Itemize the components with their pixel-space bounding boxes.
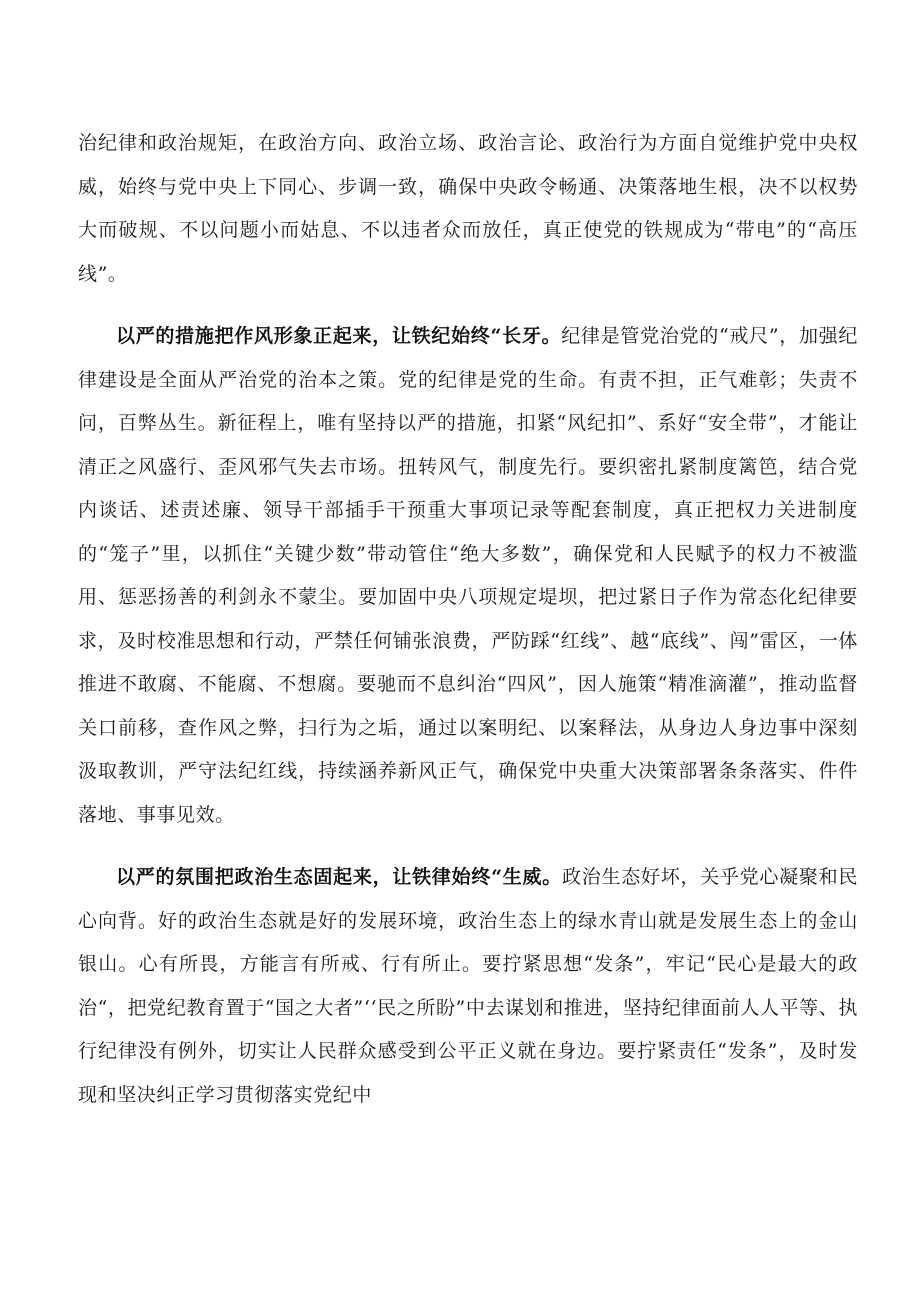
paragraph-3 [78, 856, 858, 1117]
paragraph-2 [78, 315, 858, 837]
paragraph-2-text: 纪律是管党治党的“戒尺”，加强纪律建设是全面从严治党的治本之策。党的纪律是党的生命。有责不担，正气难彰；失责不问，百弊丛生。新征程上，唯有坚持以严的措施，扣紧“风纪扣”、系好“安全带”，才能让清正之风盛行、歪风邪气失去市场。扭转风气，制度先行。要织密扎紧制度篱笆，结合党内谈话、述责述廉、领导干部插手干预重大事项记录等配套制度，真正把权力关进制度的“笼子”里，以抓住“关键少数”带动管住“绝大多数”，确保党和人民赋予的权力不被滥用、惩恶扬善的利剑永不蒙尘。要加固中央八项规定堤坝，把过紧日子作为常态化纪律要求，及时校准思想和行动，严禁任何铺张浪费，严防踩“红线”、越“底线”、闯”雷区，一体推进不敢腐、不能腐、不想腐。要驰而不息纠治“四风”，因人施策“精准滴灌”，推动监督关口前移，查作风之弊，扫行为之垢，通过以案明纪、以案释法，从身边人身边事中深刻汲取教训，严守法纪红线，持续涵养新风正气，确保党中央重大决策部署条条落实、件件落地、事事见效。 [78, 325, 858, 826]
document-body [78, 122, 858, 1117]
paragraph-1 [78, 122, 858, 296]
paragraph-1-text: 治纪律和政治规矩，在政治方向、政治立场、政治言论、政治行为方面自觉维护党中央权威，始终与党中央上下同心、步调一致，确保中央政令畅通、决策落地生根，决不以权势大而破规、不以问题小而姑息、不以违者众而放任，真正使党的铁规成为“带电”的“高压线”。 [78, 132, 858, 285]
paragraph-3-text: 政治生态好坏，关乎党心凝聚和民心向背。好的政治生态就是好的发展环境，政治生态上的绿水青山就是发展生态上的金山银山。心有所畏，方能言有所戒、行有所止。要拧紧思想“发条”，牢记“民心是最大的政治“，把党纪教育置于“国之大者”‘‘民之所盼”中去谋划和推进，坚持纪律面前人人平等、执行纪律没有例外，切实让人民群众感受到公平正义就在身边。要拧紧责任“发条”，及时发现和坚决纠正学习贯彻落实党纪中 [78, 866, 858, 1106]
paragraph-3-lead: 以严的氛围把政治生态固起来，让铁律始终“生威。 [116, 866, 562, 888]
paragraph-2-lead: 以严的措施把作风形象正起来，让铁纪始终“长牙。 [116, 325, 562, 347]
